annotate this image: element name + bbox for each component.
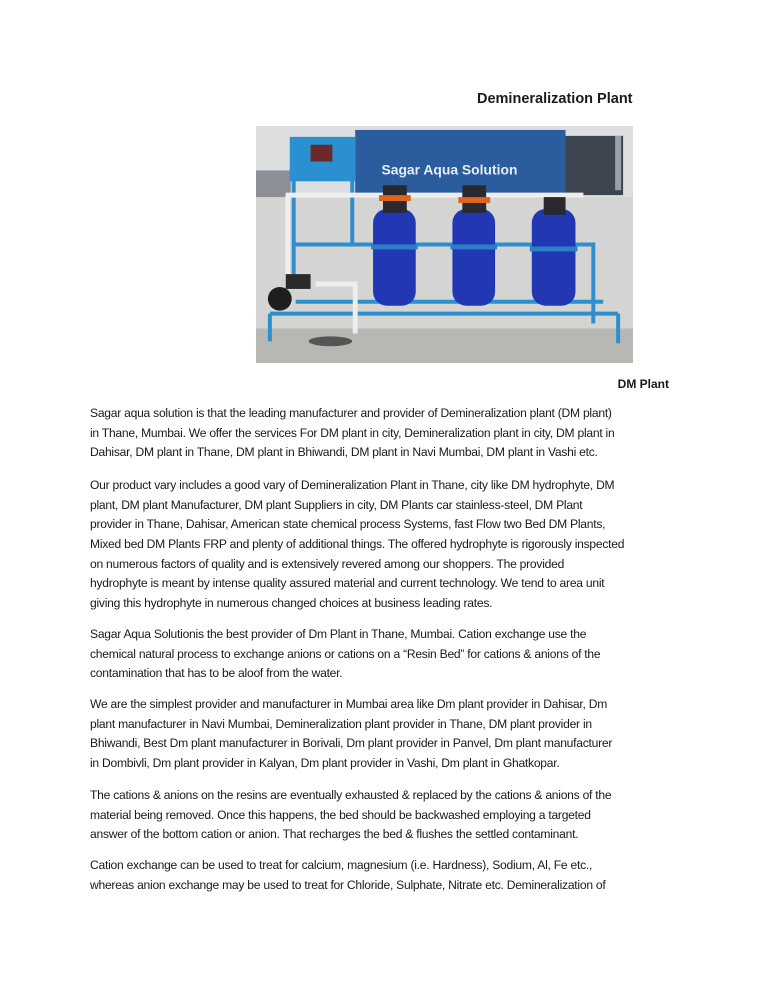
paragraph-1 bbox=[90, 404, 690, 463]
paragraph-3 bbox=[90, 625, 690, 684]
text-line: material being removed. Once this happens, the bed should be backwashed employing a targeted bbox=[90, 807, 591, 822]
text-line: contamination that has to be aloof from the water. bbox=[90, 666, 343, 681]
text-line: Bhiwandi, Best Dm plant manufacturer in Borivali, Dm plant provider in Panvel, Dm plant manufacturer bbox=[90, 736, 613, 751]
text-line: chemical natural process to exchange anions or cations on a “Resin Bed” for cations & anions of the bbox=[90, 646, 601, 661]
text-line: on numerous factors of quality and is extensively revered among our shoppers. The provided bbox=[90, 556, 565, 571]
text-line: Sagar aqua solution is that the leading manufacturer and provider of Demineralization plant (DM plant) bbox=[90, 406, 612, 420]
image-caption: DM Plant bbox=[617, 377, 669, 391]
tanks bbox=[371, 185, 577, 305]
wall bbox=[256, 197, 633, 330]
text-line: answer of the bottom cation or anion. That recharges the bed & flushes the settled contaminant. bbox=[90, 827, 579, 842]
text-line: Mixed bed DM Plants FRP and plenty of additional things. The offered hydrophyte is rigorously inspected bbox=[90, 537, 625, 552]
paragraph-5 bbox=[90, 786, 690, 845]
paragraph-6 bbox=[90, 856, 690, 895]
floor bbox=[256, 328, 633, 363]
pump bbox=[268, 287, 292, 311]
text-line: We are the simplest provider and manufacturer in Mumbai area like Dm plant provider in Dahisar, Dm bbox=[90, 697, 608, 711]
text-line: Sagar Aqua Solutionis the best provider of Dm Plant in Thane, Mumbai. Cation exchange use the bbox=[90, 627, 587, 641]
page-title: Demineralization Plant bbox=[477, 91, 633, 107]
banner-text: Sagar Aqua Solution bbox=[381, 161, 518, 178]
paragraph-4 bbox=[90, 695, 690, 774]
text-line: hydrophyte is meant by intense quality assured material and current technology. We tend to area unit bbox=[90, 576, 605, 591]
text-line: in Thane, Mumbai. We offer the services For DM plant in city, Demineralization plant in city, DM plant in bbox=[90, 425, 615, 440]
text-line: in Dombivli, Dm plant provider in Kalyan, Dm plant provider in Vashi, Dm plant in Ghatkopar. bbox=[90, 756, 560, 771]
text-line: Dahisar, DM plant in Thane, DM plant in Bhiwandi, DM plant in Navi Mumbai, DM plant in Vashi etc. bbox=[90, 445, 598, 460]
paragraph-2 bbox=[90, 476, 690, 614]
text-line: plant, DM plant Manufacturer, DM plant Suppliers in city, DM Plants car stainless-steel, DM Plant bbox=[90, 497, 583, 512]
text-line: plant manufacturer in Navi Mumbai, Demineralization plant provider in Thane, DM plant provider in bbox=[90, 716, 592, 731]
text-line: giving this hydrophyte in numerous changed choices at business leading rates. bbox=[90, 596, 493, 611]
text-line: Our product vary includes a good vary of Demineralization Plant in Thane, city like DM hydrophyte, DM bbox=[90, 478, 615, 492]
dm-plant-photo bbox=[256, 126, 633, 363]
text-line: Cation exchange can be used to treat for calcium, magnesium (i.e. Hardness), Sodium, Al, Fe etc., bbox=[90, 858, 593, 872]
text-line: provider in Thane, Dahisar, American state chemical process Systems, fast Flow two Bed DM Plants, bbox=[90, 517, 606, 532]
text-line: whereas anion exchange may be used to treat for Chloride, Sulphate, Nitrate etc. Demineralization of bbox=[90, 877, 606, 892]
text-line: The cations & anions on the resins are eventually exhausted & replaced by the cations & anions of the bbox=[90, 788, 612, 802]
